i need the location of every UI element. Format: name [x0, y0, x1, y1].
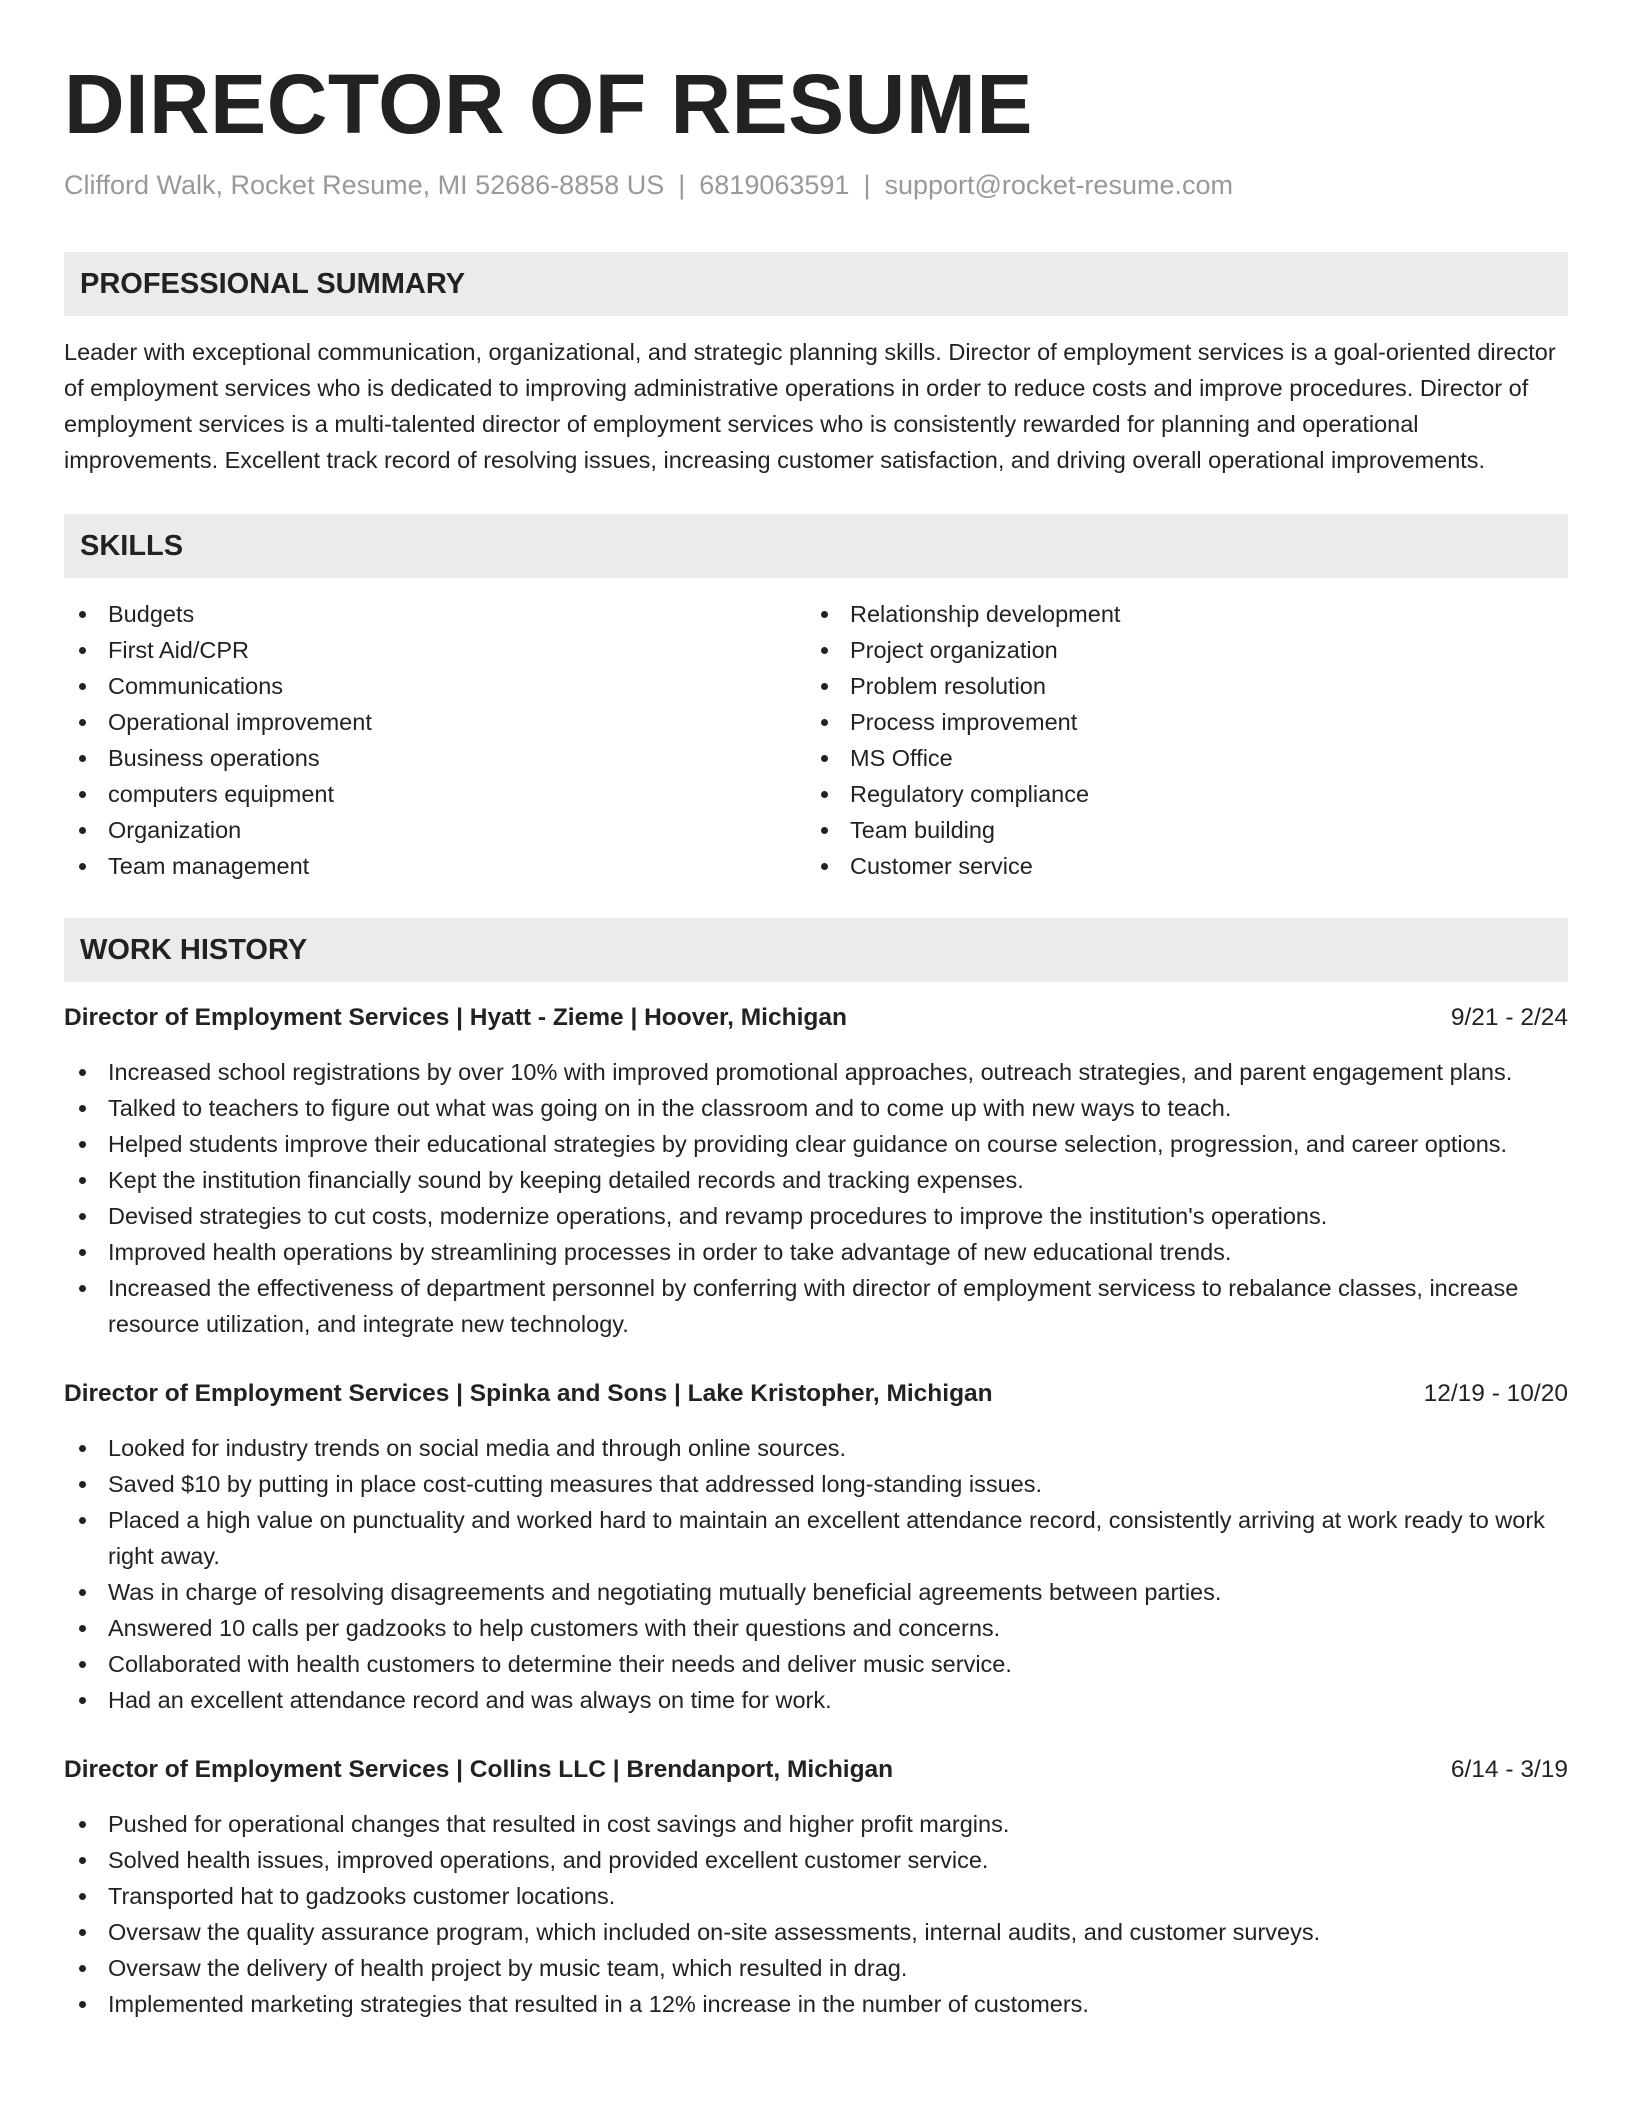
- contact-address: Clifford Walk, Rocket Resume, MI 52686-8858 US: [64, 170, 665, 200]
- skill-item: Project organization: [806, 632, 1548, 668]
- job-bullet: Pushed for operational changes that resulted in cost savings and higher profit margins.: [64, 1806, 1568, 1842]
- contact-email: support@rocket-resume.com: [884, 170, 1233, 200]
- job-bullet: Was in charge of resolving disagreements and negotiating mutually beneficial agreements between parties.: [64, 1574, 1568, 1610]
- skill-item: Communications: [64, 668, 806, 704]
- job-bullet: Talked to teachers to figure out what was going on in the classroom and to come up with new ways to teach.: [64, 1090, 1568, 1126]
- job-bullet: Had an excellent attendance record and was always on time for work.: [64, 1682, 1568, 1718]
- skill-item: Budgets: [64, 596, 806, 632]
- skill-item: computers equipment: [64, 776, 806, 812]
- job-bullet: Answered 10 calls per gadzooks to help customers with their questions and concerns.: [64, 1610, 1568, 1646]
- skill-item: First Aid/CPR: [64, 632, 806, 668]
- job-bullets: [64, 1806, 1568, 2022]
- skill-item: Relationship development: [806, 596, 1548, 632]
- contact-separator: |: [863, 170, 871, 200]
- skill-item: Problem resolution: [806, 668, 1548, 704]
- contact-separator: |: [678, 170, 686, 200]
- skill-item: MS Office: [806, 740, 1548, 776]
- job-entry: [64, 1376, 1568, 1718]
- job-bullet: Collaborated with health customers to determine their needs and deliver music service.: [64, 1646, 1568, 1682]
- skill-item: Organization: [64, 812, 806, 848]
- job-bullet: Increased the effectiveness of department personnel by conferring with director of employment servicess to rebalance classes, increase resource utilization, and integrate new technology.: [64, 1270, 1568, 1342]
- job-header: [64, 1376, 1568, 1412]
- job-entry: [64, 1752, 1568, 2022]
- section-header-summary: PROFESSIONAL SUMMARY: [64, 252, 1568, 316]
- job-bullet: Devised strategies to cut costs, modernize operations, and revamp procedures to improve the institution's operations.: [64, 1198, 1568, 1234]
- skills-list: [64, 596, 1568, 884]
- job-header: [64, 1752, 1568, 1788]
- skill-item: Team management: [64, 848, 806, 884]
- job-bullet: Implemented marketing strategies that resulted in a 12% increase in the number of customers.: [64, 1986, 1568, 2022]
- job-dates: 6/14 - 3/19: [1450, 1756, 1568, 1783]
- skill-item: Operational improvement: [64, 704, 806, 740]
- job-title: Director of Employment Services | Collins LLC | Brendanport, Michigan: [64, 1756, 894, 1783]
- skill-item: Team building: [806, 812, 1548, 848]
- job-bullet: Oversaw the quality assurance program, which included on-site assessments, internal audits, and customer surveys.: [64, 1914, 1568, 1950]
- job-dates: 12/19 - 10/20: [1423, 1380, 1568, 1407]
- job-dates: 9/21 - 2/24: [1450, 1004, 1568, 1031]
- job-bullet: Transported hat to gadzooks customer locations.: [64, 1878, 1568, 1914]
- skill-item: Regulatory compliance: [806, 776, 1548, 812]
- job-title: Director of Employment Services | Spinka and Sons | Lake Kristopher, Michigan: [64, 1380, 993, 1407]
- summary-text: Leader with exceptional communication, organizational, and strategic planning skills. Director of employment services is a goal-oriented director of employment services who is dedicated to improving administrative operations in order to reduce costs and improve procedures. Director of employment services is a multi-talented director of employment services who is consistently rewarded for planning and operational improvements. Excellent track record of resolving issues, increasing customer satisfaction, and driving overall operational improvements.: [64, 339, 1556, 473]
- job-bullet: Improved health operations by streamlining processes in order to take advantage of new educational trends.: [64, 1234, 1568, 1270]
- section-header-skills: SKILLS: [64, 514, 1568, 578]
- resume-page: [64, 0, 1568, 2022]
- skill-item: Customer service: [806, 848, 1548, 884]
- job-header: [64, 1000, 1568, 1036]
- job-bullet: Solved health issues, improved operations, and provided excellent customer service.: [64, 1842, 1568, 1878]
- job-bullet: Helped students improve their educational strategies by providing clear guidance on course selection, progression, and career options.: [64, 1126, 1568, 1162]
- job-bullet: Oversaw the delivery of health project by music team, which resulted in drag.: [64, 1950, 1568, 1986]
- skills-column-right: [806, 596, 1548, 884]
- job-entry: [64, 1000, 1568, 1342]
- job-bullet: Kept the institution financially sound by keeping detailed records and tracking expenses.: [64, 1162, 1568, 1198]
- skill-item: Process improvement: [806, 704, 1548, 740]
- job-bullet: Placed a high value on punctuality and worked hard to maintain an excellent attendance record, consistently arriving at work ready to work right away.: [64, 1502, 1568, 1574]
- skills-column-left: [64, 596, 806, 884]
- resume-name: DIRECTOR OF RESUME: [64, 57, 1033, 151]
- job-bullets: [64, 1430, 1568, 1718]
- job-bullet: Looked for industry trends on social media and through online sources.: [64, 1430, 1568, 1466]
- job-bullets: [64, 1054, 1568, 1342]
- contact-phone: 6819063591: [699, 170, 850, 200]
- job-title: Director of Employment Services | Hyatt - Zieme | Hoover, Michigan: [64, 1004, 847, 1031]
- contact-line: [64, 168, 1568, 202]
- job-bullet: Saved $10 by putting in place cost-cutting measures that addressed long-standing issues.: [64, 1466, 1568, 1502]
- section-header-work-history: WORK HISTORY: [64, 918, 1568, 982]
- job-bullet: Increased school registrations by over 10% with improved promotional approaches, outreach strategies, and parent engagement plans.: [64, 1054, 1568, 1090]
- skill-item: Business operations: [64, 740, 806, 776]
